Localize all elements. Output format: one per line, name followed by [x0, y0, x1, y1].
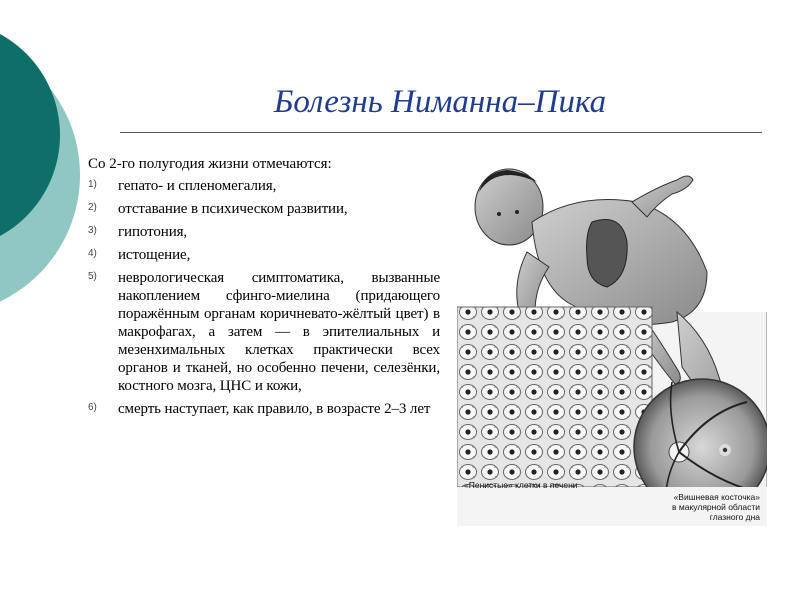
symptom-list: [88, 177, 440, 418]
list-item: [88, 400, 440, 418]
list-item: [88, 200, 440, 218]
liver-cells-caption: «Пенистые» клетки в печени: [464, 480, 578, 490]
slide-title: Болезнь Ниманна–Пика: [273, 84, 607, 120]
item-number: 5): [88, 271, 97, 282]
list-item: [88, 177, 440, 195]
item-number: 2): [88, 202, 97, 213]
item-text: истощение,: [118, 247, 191, 263]
item-number: 6): [88, 402, 97, 413]
item-text: отставание в психическом развитии,: [118, 201, 348, 217]
item-text: неврологическая симптоматика, вызванные накоплением сфинго-миелина (придающего поражённым органам коричневато-жёлтый цвет) в макрофагах, а затем — в эпителиальных и мезенхимальных клетках практически всех органов и тканей, но особенно печени, селезёнки, костного мозга, ЦНС и кожи,: [118, 270, 440, 394]
foam-cells-image: [457, 307, 652, 487]
item-text: смерть наступает, как правило, в возрасте 2–3 лет: [118, 401, 431, 417]
item-number: 4): [88, 248, 97, 259]
item-number: 3): [88, 225, 97, 236]
slide-body: [88, 156, 440, 423]
list-item: [88, 269, 440, 395]
cherry-spot-caption-line3: глазного дна: [709, 512, 760, 522]
cherry-spot-caption-line1: «Вишневая косточка»: [673, 492, 760, 502]
item-text: гипотония,: [118, 224, 188, 240]
item-number: 1): [88, 179, 97, 190]
cherry-spot-caption: [560, 492, 760, 522]
list-item: [88, 246, 440, 264]
item-text: гепато- и спленомегалия,: [118, 178, 277, 194]
list-item: [88, 223, 440, 241]
title-divider: [120, 132, 762, 133]
cherry-spot-caption-line2: в макулярной области: [672, 502, 760, 512]
clinical-illustration: [457, 162, 767, 526]
intro-text: Со 2-го полугодия жизни отмечаются:: [88, 156, 332, 172]
